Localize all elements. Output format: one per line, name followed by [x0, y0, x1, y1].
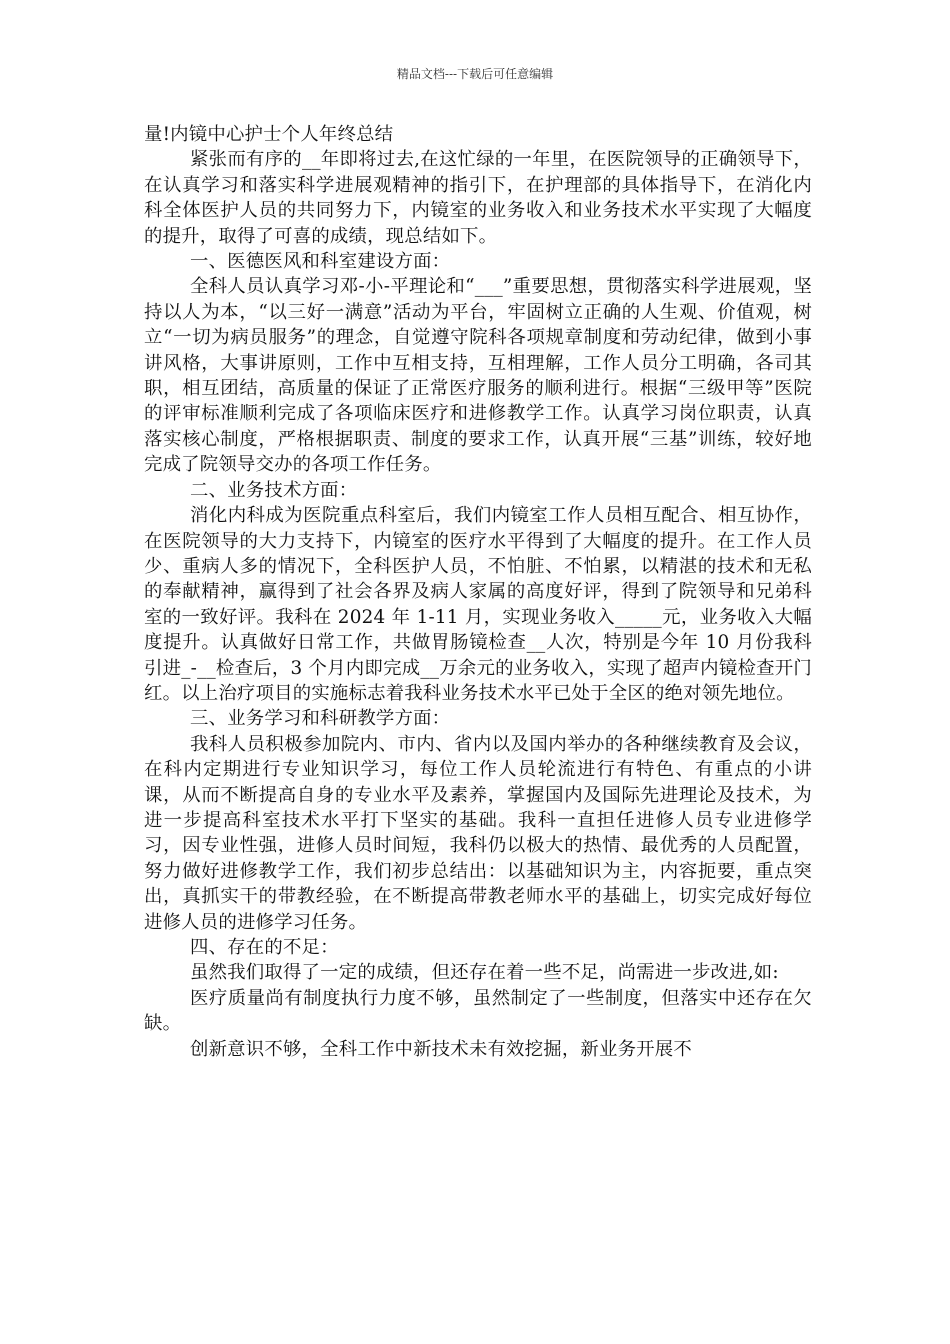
section-4-paragraph-3: 创新意识不够，全科工作中新技术未有效挖掘，新业务开展不	[190, 1038, 692, 1060]
document-title: 量!内镜中心护士个人年终总结	[144, 124, 394, 145]
page-header: 精品文档---下载后可任意编辑	[396, 67, 554, 81]
section-3-heading: 三、业务学习和科研教学方面：	[190, 708, 451, 730]
intro-paragraph: 紧张而有序的__年即将过去,在这忙绿的一年里，在医院领导的正确领导下，在认真学习和落实科学进展观精神的指引下，在护理部的具体指导下，在消化内科全体医护人员的共同努力下，内镜室的业务收入和业务技术水平实现了大幅度的提升，取得了可喜的成绩，现总结如下。	[144, 149, 812, 247]
section-2-paragraph: 消化内科成为医院重点科室后，我们内镜室工作人员相互配合、相互协作，在医院领导的大力支持下，内镜室的医疗水平得到了大幅度的提升。在工作人员少、重病人多的情况下，全科医护人员，不怕脏、不怕累，以精湛的技术和无私的奉献精神，赢得到了社会各界及病人家属的高度好评，得到了院领导和兄弟科室的一致好评。我科在 2024 年 1-11 月，实现业务收入_____元，业务收入大幅度提升。认真做好日常工作，共做胃肠镜检查__人次，特别是今年 10 月份我科引进_-__检查后，3 个月内即完成__万余元的业务收入，实现了超声内镜检查开门红。以上治疗项目的实施标志着我科业务技术水平已处于全区的绝对领先地位。	[144, 505, 812, 704]
section-4-paragraph-2: 医疗质量尚有制度执行力度不够，虽然制定了一些制度，但落实中还存在欠缺。	[144, 987, 812, 1035]
section-1-heading: 一、医德医风和科室建设方面：	[190, 251, 451, 273]
document-body	[144, 122, 812, 1062]
section-3-paragraph: 我科人员积极参加院内、市内、省内以及国内举办的各种继续教育及会议，在科内定期进行专业知识学习，每位工作人员轮流进行有特色、有重点的小讲课，从而不断提高自身的专业水平及素养，掌握国内及国际先进理论及技术，为进一步提高科室技术水平打下坚实的基础。我科一直担任进修人员专业进修学习，因专业性强，进修人员时间短，我科仍以极大的热情、最优秀的人员配置，努力做好进修教学工作，我们初步总结出：以基础知识为主，内容扼要，重点突出，真抓实干的带教经验，在不断提高带教老师水平的基础上，切实完成好每位进修人员的进修学习任务。	[144, 733, 812, 933]
section-4-heading: 四、存在的不足：	[190, 937, 339, 958]
section-2-heading: 二、业务技术方面：	[190, 479, 358, 501]
section-4-paragraph-1: 虽然我们取得了一定的成绩，但还存在着一些不足，尚需进一步改进,如:	[190, 962, 779, 984]
section-1-paragraph: 全科人员认真学习邓-小-平理论和“___”重要思想，贯彻落实科学进展观，坚持以人为本，“以三好一满意”活动为平台，牢固树立正确的人生观、价值观，树立“一切为病员服务”的理念，自觉遵守院科各项规章制度和劳动纪律，做到小事讲风格，大事讲原则，工作中互相支持，互相理解，工作人员分工明确，各司其职，相互团结，高质量的保证了正常医疗服务的顺利进行。根据“三级甲等”医院的评审标准顺利完成了各项临床医疗和进修教学工作。认真学习岗位职责，认真落实核心制度，严格根据职责、制度的要求工作，认真开展“三基”训练，较好地完成了院领导交办的各项工作任务。	[144, 276, 812, 476]
